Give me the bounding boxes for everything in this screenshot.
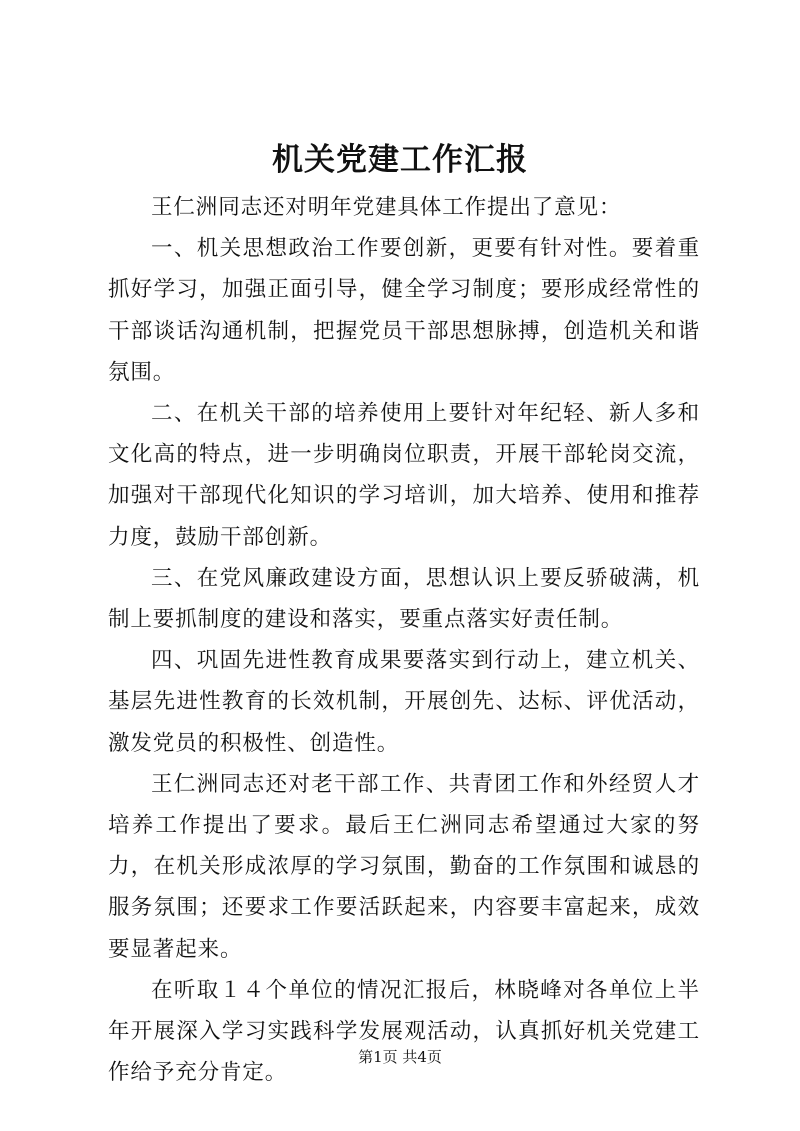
document-title: 机关党建工作汇报 bbox=[272, 142, 528, 178]
paragraph-6: 王仁洲同志还对老干部工作、共青团工作和外经贸人才培养工作提出了要求。最后王仁洲同志希望通过大家的努力，在机关形成浓厚的学习氛围，勤奋的工作氛围和诚恳的服务氛围；还要求工作要活跃起来，内容要丰富起来，成效要显著起来。 bbox=[108, 771, 700, 962]
page-number-footer: 第1页 共4页 bbox=[358, 1048, 442, 1066]
paragraph-1: 王仁洲同志还对明年党建具体工作提出了意见： bbox=[151, 195, 622, 220]
paragraph-2: 一、机关思想政治工作要创新，更要有针对性。要着重抓好学习，加强正面引导，健全学习制度；要形成经常性的干部谈话沟通机制，把握党员干部思想脉搏，创造机关和谐氛围。 bbox=[108, 236, 700, 385]
document-body bbox=[108, 187, 700, 1093]
paragraph-4: 三、在党风廉政建设方面，思想认识上要反骄破满，机制上要抓制度的建设和落实，要重点落实好责任制。 bbox=[108, 565, 700, 633]
paragraph-3: 二、在机关干部的培养使用上要针对年纪轻、新人多和文化高的特点，进一步明确岗位职责，开展干部轮岗交流，加强对干部现代化知识的学习培训，加大培养、使用和推荐力度，鼓励干部创新。 bbox=[108, 401, 700, 550]
paragraph-5: 四、巩固先进性教育成果要落实到行动上，建立机关、基层先进性教育的长效机制，开展创先、达标、评优活动，激发党员的积极性、创造性。 bbox=[108, 648, 700, 756]
paragraph-7: 在听取１４个单位的情况汇报后，林晓峰对各单位上半年开展深入学习实践科学发展观活动，认真抓好机关党建工作给予充分肯定。 bbox=[108, 977, 700, 1086]
